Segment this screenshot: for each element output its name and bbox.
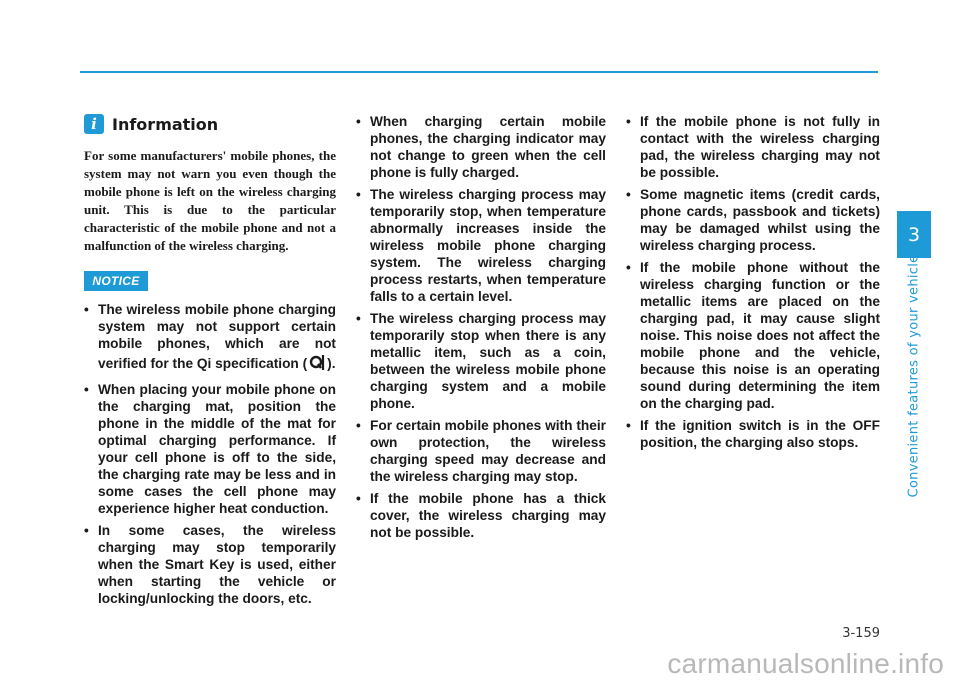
chapter-title: Convenient features of your vehicle <box>906 254 922 498</box>
notice-item <box>84 381 336 517</box>
info-icon: i <box>84 114 104 134</box>
chapter-number-tab: 3 <box>897 211 931 258</box>
notice-item-text: The wireless mobile phone charging system may not support certain mobile phones, which are not verified for the Qi specification ( <box>98 302 336 371</box>
notice-item-text: For certain mobile phones with their own protection, the wireless charging speed may decrease and the wireless charging may stop. <box>370 418 606 484</box>
notice-item-text: If the ignition switch is in the OFF position, the charging also stops. <box>640 418 880 450</box>
notice-item-text: The wireless charging process may temporarily stop when there is any metallic item, such as a coin, between the wireless mobile phone charging system and a mobile phone. <box>370 311 606 411</box>
notice-item-text: In some cases, the wireless charging may stop temporarily when the Smart Key is used, either when starting the vehicle or locking/unlocking the doors, etc. <box>98 523 336 606</box>
notice-item <box>84 522 336 607</box>
notice-item <box>356 186 606 305</box>
notice-item-text: The wireless charging process may temporarily stop, when temperature abnormally increases inside the wireless mobile phone charging system. The wireless charging process restarts, when temperature falls to a certain level. <box>370 187 606 304</box>
notice-column-3 <box>626 113 880 456</box>
information-title: Information <box>112 114 219 134</box>
notice-item <box>356 417 606 485</box>
notice-item-text: If the mobile phone is not fully in contact with the wireless charging pad, the wireless charging may not be possible. <box>640 114 880 180</box>
notice-item-text: When placing your mobile phone on the charging mat, position the phone in the middle of the mat for optimal charging performance. If your cell phone is off to the side, the charging rate may be less and in some cases the cell phone may experience higher heat conduction. <box>98 382 336 516</box>
notice-badge: NOTICE <box>84 271 148 291</box>
notice-item <box>356 113 606 181</box>
notice-item <box>626 417 880 451</box>
header-rule <box>80 71 878 73</box>
page-number: 3-159 <box>842 626 880 641</box>
notice-item-text: When charging certain mobile phones, the charging indicator may not change to green when the cell phone is fully charged. <box>370 114 606 180</box>
notice-item <box>356 310 606 412</box>
notice-item-text: If the mobile phone without the wireless charging function or the metallic items are placed on the charging pad, it may cause slight noise. This noise does not affect the mobile phone and the vehicle, because this noise is an operating sound during determining the item on the charging pad. <box>640 260 880 411</box>
notice-item-text: If the mobile phone has a thick cover, the wireless charging may not be possible. <box>370 491 606 540</box>
information-header <box>84 114 218 134</box>
notice-column-1 <box>84 301 336 612</box>
notice-item <box>356 490 606 541</box>
watermark-text: carmanualsonline.info <box>667 648 944 679</box>
notice-column-2 <box>356 113 606 546</box>
notice-item <box>626 186 880 254</box>
information-text: For some manufacturers' mobile phones, the system may not warn you even though the mobile phone is left on the wireless charging unit. This is due to the particular characteristic of the mobile phone and not a malfunction of the wireless charging. <box>84 148 336 253</box>
notice-item-text: ). <box>327 356 336 371</box>
notice-item-text: Some magnetic items (credit cards, phone cards, passbook and tickets) may be damaged whilst using the wireless charging process. <box>640 187 880 253</box>
notice-item <box>84 301 336 376</box>
notice-item <box>626 259 880 412</box>
notice-item <box>626 113 880 181</box>
qi-icon <box>309 352 325 376</box>
